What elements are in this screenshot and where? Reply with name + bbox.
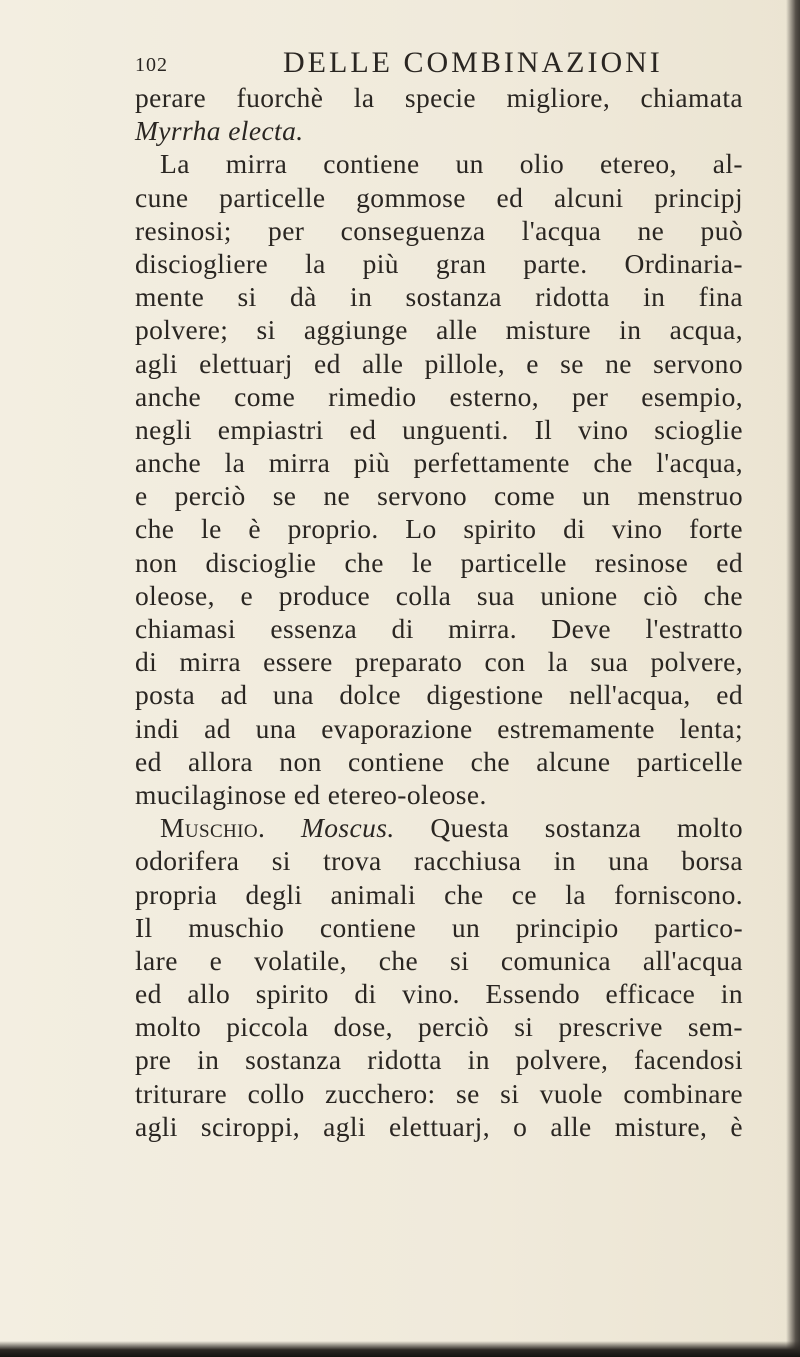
- text-line: lare e volatile, che si comunica all'acqua: [135, 944, 743, 976]
- text-line: anche come rimedio esterno, per esempio,: [135, 380, 743, 412]
- page-edge-right: [786, 0, 800, 1357]
- text-line: chiamasi essenza di mirra. Deve l'estratto: [135, 613, 743, 644]
- text-line: che le è proprio. Lo spirito di vino forte: [135, 513, 743, 545]
- page-edge-bottom: [0, 1341, 800, 1357]
- text-line: oleose, e produce colla sua unione ciò che: [135, 579, 743, 611]
- text-line: resinosi; per conseguenza l'acqua ne può: [135, 214, 743, 246]
- text-line: agli sciroppi, agli elettuarj, o alle misture, è: [135, 1110, 743, 1142]
- text-line: Il muschio contiene un principio partico-: [135, 911, 743, 943]
- text-line: di mirra essere preparato con la sua polvere,: [135, 646, 743, 678]
- text-line: e perciò se ne servono come un menstruo: [135, 480, 743, 512]
- text-line: non discioglie che le particelle resinose ed: [135, 546, 743, 578]
- page-header: [135, 46, 735, 86]
- running-head: DELLE COMBINAZIONI: [283, 46, 663, 79]
- body-text: [135, 81, 743, 1143]
- latin-term: Myrrha electa.: [135, 115, 304, 147]
- text-line: propria degli animali che ce la forniscono.: [135, 878, 743, 910]
- text-line: disciogliere la più gran parte. Ordinaria-: [135, 247, 743, 279]
- text-line: anche la mirra più perfettamente che l'acqua,: [135, 447, 743, 479]
- entry-heading: Muschio.: [160, 812, 266, 844]
- text-line: odorifera si trova racchiusa in una borsa: [135, 845, 743, 877]
- text-line: triturare collo zucchero: se si vuole combinare: [135, 1077, 743, 1109]
- text-line: cune particelle gommose ed alcuni principj: [135, 181, 743, 213]
- text-line: mucilaginose ed etereo-oleose.: [135, 778, 487, 810]
- text-line: molto piccola dose, perciò si prescrive sem-: [135, 1011, 743, 1043]
- text-line: polvere; si aggiunge alle misture in acqua,: [135, 314, 743, 346]
- text-line: perare fuorchè la specie migliore, chiamata: [135, 82, 743, 113]
- page-number: 102: [135, 54, 168, 76]
- text-line: agli elettuarj ed alle pillole, e se ne servono: [135, 347, 743, 379]
- text-line: [135, 811, 743, 844]
- text-line: La mirra contiene un olio etereo, al-: [160, 148, 743, 180]
- text-line: pre in sostanza ridotta in polvere, facendosi: [135, 1044, 743, 1076]
- text-line: ed allo spirito di vino. Essendo efficace in: [135, 978, 743, 1010]
- text-line: mente si dà in sostanza ridotta in fina: [135, 281, 743, 313]
- text-line: [135, 114, 743, 147]
- entry-text: Questa sostanza molto: [430, 812, 743, 844]
- text-line: negli empiastri ed unguenti. Il vino scioglie: [135, 413, 743, 445]
- text-line: ed allora non contiene che alcune particelle: [135, 745, 743, 777]
- text-line: indi ad una evaporazione estremamente lenta;: [135, 712, 743, 744]
- latin-term: Moscus.: [300, 812, 395, 844]
- text-line: posta ad una dolce digestione nell'acqua, ed: [135, 679, 743, 711]
